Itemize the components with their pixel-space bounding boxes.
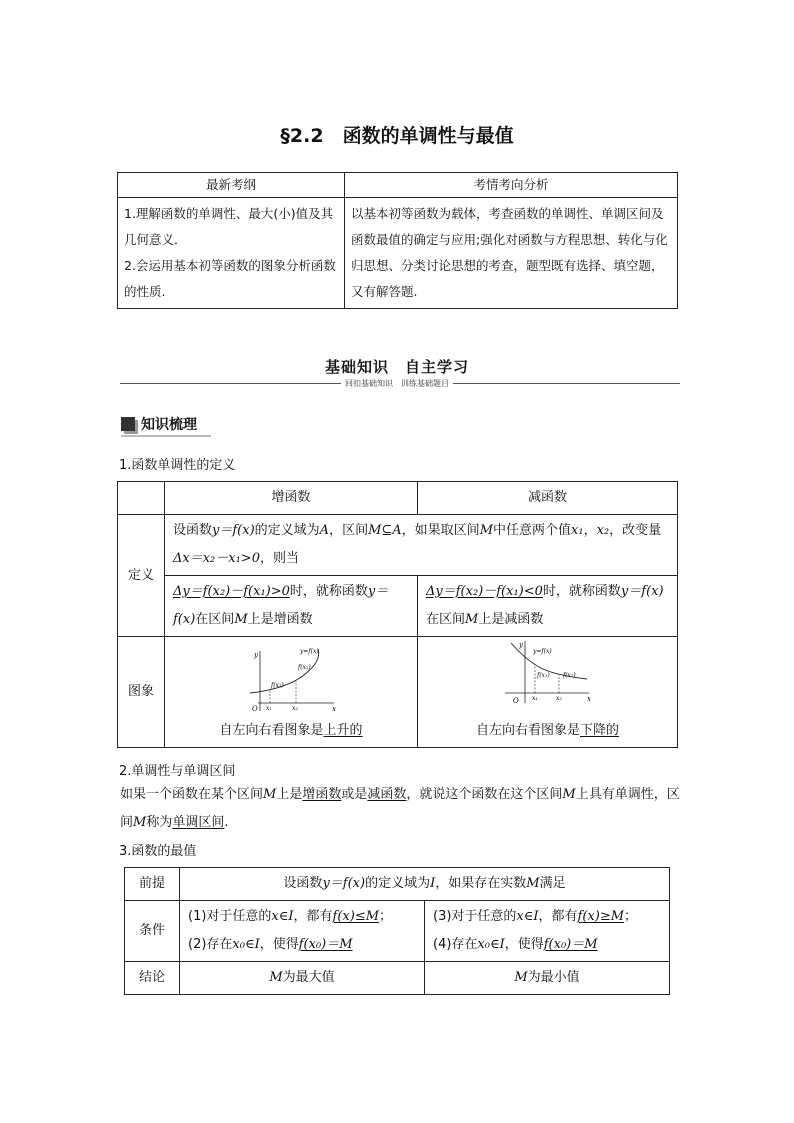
col-decreasing: 减函数: [418, 482, 678, 515]
increasing-condition: Δy＝f(x₂)－f(x₁)>0: [173, 584, 290, 599]
section-subtitle-text: 回扣基础知识 训练基础题目: [341, 379, 453, 388]
label-fx1: f(x₁): [271, 682, 284, 689]
label-fx1: f(x₁): [536, 672, 550, 679]
answer-c3: f(x)≥M: [577, 909, 625, 924]
exam-outline-table: [117, 172, 678, 309]
knowledge-tag: [121, 414, 197, 434]
col-increasing: 增函数: [165, 482, 418, 515]
analysis-content: 以基本初等函数为载体，考查函数的单调性、单调区间及函数最值的确定与应用;强化对函数与方程思想、转化与化归思想、分类讨论思想的考查，题型既有选择、填空题，又有解答题.: [345, 198, 678, 309]
label-yfx: y=f(x): [532, 648, 552, 655]
condition-max: (1)对于任意的x∈I，都有f(x)≤M； (2)存在x₀∈I，使得f(x₀)＝M: [180, 901, 425, 962]
label-x: x: [586, 695, 591, 703]
answer-decreasing: 减函数: [367, 787, 407, 802]
tag-underline: [121, 435, 211, 437]
label-x: x: [332, 705, 336, 713]
row-definition-label: 定义: [118, 515, 165, 637]
header-exam-analysis: 考情考向分析: [345, 173, 678, 198]
square-icon: [121, 417, 135, 431]
inc-graph-answer: 上升的: [323, 723, 363, 738]
item2-paragraph: 如果一个函数在某个区间M上是增函数或是减函数，就说这个函数在这个区间M上具有单调性，区间M称为单调区间.: [120, 787, 680, 830]
answer-c1: f(x)≤M: [332, 909, 380, 924]
label-origin: O: [252, 705, 258, 713]
row-graph-label: 图象: [118, 637, 165, 748]
definition-common: 设函数y＝f(x)的定义域为A，区间M⊆A，如果取区间M中任意两个值x₁，x₂，改变量Δx＝x₂－x₁>0，则当: [165, 515, 678, 576]
page-title: §2.2 函数的单调性与最值: [280, 125, 514, 147]
premise-content: 设函数y＝f(x)的定义域为I，如果存在实数M满足: [180, 868, 670, 901]
decreasing-condition: Δy＝f(x₂)－f(x₁)<0: [426, 584, 543, 599]
item1-heading: 1.函数单调性的定义: [119, 458, 236, 473]
label-origin: O: [512, 697, 519, 705]
inc-graph-caption: 自左向右看图象是: [219, 723, 324, 738]
item2-heading: 2.单调性与单调区间: [119, 764, 236, 779]
answer-increasing: 增函数: [302, 787, 342, 802]
outline-content: [118, 198, 345, 309]
decreasing-graph: [503, 639, 593, 709]
increasing-graph-cell: [165, 637, 418, 748]
knowledge-tag-label: 知识梳理: [141, 417, 197, 433]
label-fx2: f(x₂): [562, 672, 576, 679]
outline-item-1: 1.理解函数的单调性、最大(小)值及其几何意义．: [124, 206, 334, 247]
label-fx2: f(x₂): [298, 664, 311, 671]
outline-item-2: 2.会运用基本初等函数的图象分析函数的性质.: [124, 258, 336, 299]
definition-increasing: Δy＝f(x₂)－f(x₁)>0时，就称函数y＝f(x)在区间M上是增函数: [165, 576, 418, 637]
dec-graph-caption: 自左向右看图象是: [475, 723, 580, 738]
label-x2: x₂: [292, 705, 298, 712]
definition-decreasing: Δy＝f(x₂)－f(x₁)<0时，就称函数y＝f(x)在区间M上是减函数: [418, 576, 678, 637]
row-conclusion-label: 结论: [125, 962, 180, 995]
condition-min: (3)对于任意的x∈I，都有f(x)≥M； (4)存在x₀∈I，使得f(x₀)＝M: [425, 901, 670, 962]
row-premise-label: 前提: [125, 868, 180, 901]
label-x1: x₁: [266, 705, 272, 712]
increasing-graph: [246, 643, 336, 713]
section-subtitle: [0, 378, 794, 389]
header-latest-outline: 最新考纲: [118, 173, 345, 198]
monotonicity-table: [117, 481, 678, 748]
label-y: y: [254, 651, 258, 659]
label-y: y: [518, 641, 523, 649]
conclusion-min: M为最小值: [425, 962, 670, 995]
conclusion-max: M为最大值: [180, 962, 425, 995]
decreasing-graph-cell: [418, 637, 678, 748]
answer-c4: f(x₀)＝M: [543, 937, 598, 952]
label-yfx: y=f(x): [300, 648, 319, 655]
row-condition-label: 条件: [125, 901, 180, 962]
answer-c2: f(x₀)＝M: [298, 937, 353, 952]
item3-heading: 3.函数的最值: [119, 844, 197, 859]
section-title: 基础知识 自主学习: [324, 358, 469, 376]
extremum-table: [124, 867, 670, 995]
label-x1: x₁: [531, 695, 538, 702]
dec-graph-answer: 下降的: [580, 723, 620, 738]
answer-monotonic-interval: 单调区间: [172, 815, 225, 830]
label-x2: x₂: [555, 695, 562, 702]
